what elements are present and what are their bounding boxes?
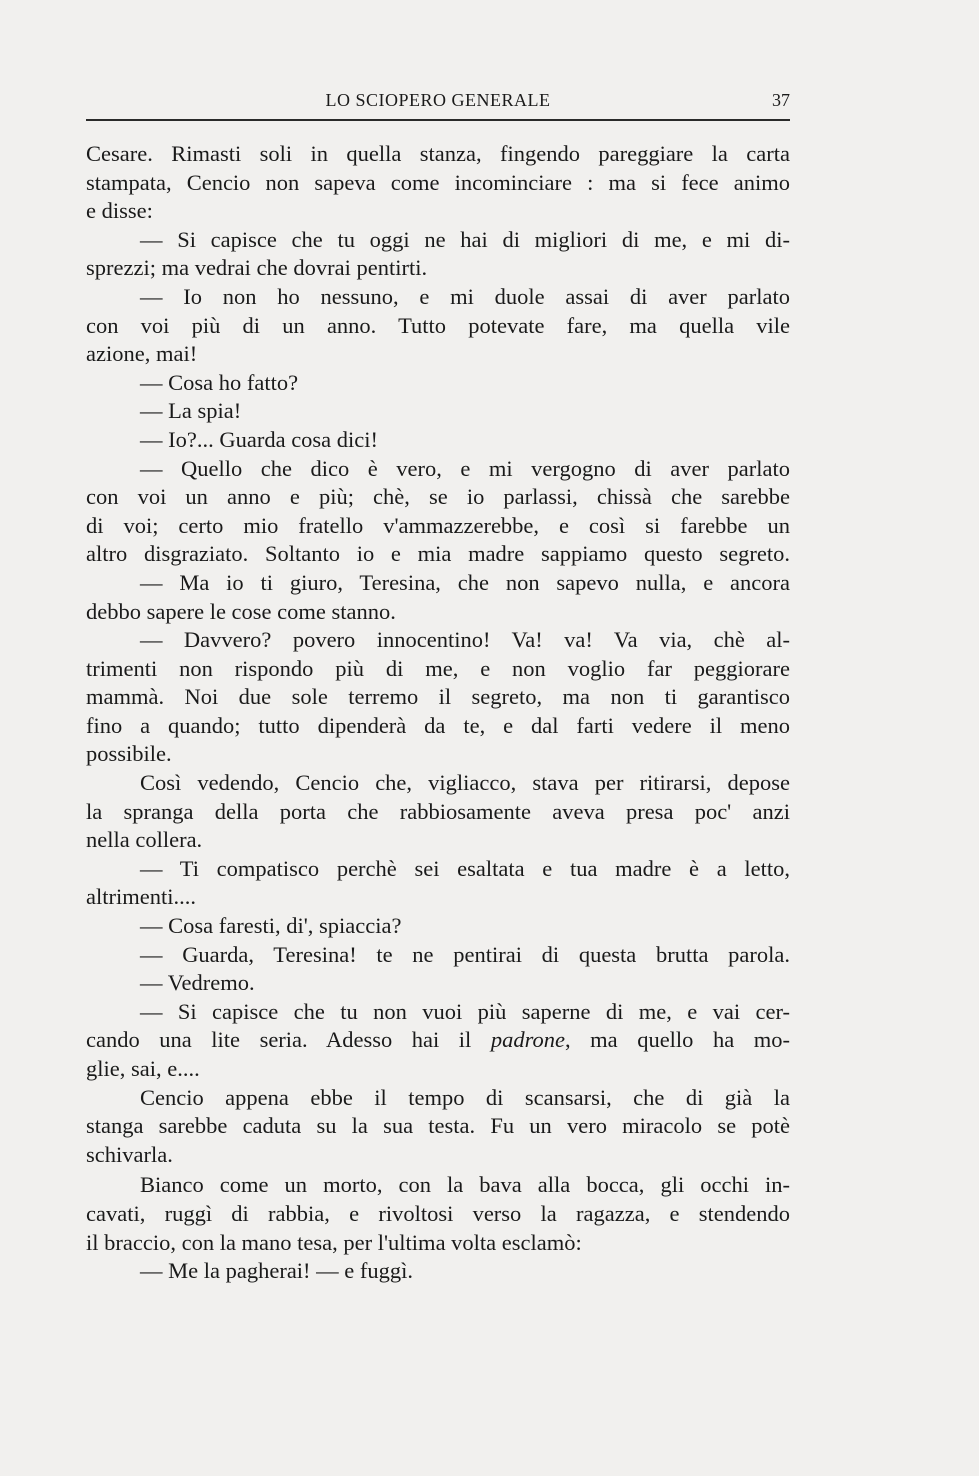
text-line: altrimenti....	[86, 884, 196, 910]
text-line: Cesare. Rimasti soli in quella stanza, fingendo pareggiare la carta	[86, 141, 790, 166]
text-line: di voi; certo mio fratello v'ammazzerebbe, e così si farebbe un	[86, 512, 790, 538]
text-line: — Cosa faresti, di', spiaccia?	[140, 913, 402, 939]
text-line: glie, sai, e....	[86, 1056, 200, 1081]
text-line: — Me la pagherai! — e fuggì.	[140, 1258, 414, 1284]
text-line: stampata, Cencio non sapeva come incominciare : ma si fece animo	[86, 169, 790, 195]
text-line: — Si capisce che tu non vuoi più saperne di me, e vai cer-	[140, 998, 790, 1024]
text-line: fino a quando; tutto dipenderà da te, e dal farti vedere il meno	[86, 712, 790, 738]
header-rule	[86, 119, 790, 121]
text-line: — Io non ho nessuno, e mi duole assai di aver parlato	[140, 283, 790, 309]
text-line: — La spia!	[140, 398, 242, 424]
text-line: cavati, ruggì di rabbia, e rivoltosi verso la ragazza, e stendendo	[86, 1200, 790, 1226]
page-number: 37	[772, 90, 790, 110]
text-line: il braccio, con la mano tesa, per l'ultima volta esclamò:	[86, 1229, 582, 1255]
text-line: altro disgraziato. Soltanto io e mia madre sappiamo questo segreto.	[86, 541, 790, 567]
text-line: — Ti compatisco perchè sei esaltata e tua madre è a letto,	[140, 855, 790, 881]
text-line: stanga sarebbe caduta su la sua testa. Fu un vero miracolo se potè	[86, 1113, 790, 1139]
text-line: con voi un anno e più; chè, se io parlassi, chissà che sarebbe	[86, 484, 790, 510]
text-line: — Vedremo.	[140, 970, 255, 996]
text-segment: cando una lite seria. Adesso hai il	[86, 1027, 491, 1053]
text-line: — Io?... Guarda cosa dici!	[140, 426, 379, 452]
running-title: LO SCIOPERO GENERALE	[325, 90, 551, 110]
text-line: — Davvero? povero innocentino! Va! va! Va via, chè al-	[140, 627, 790, 653]
text-line: mammà. Noi due sole terremo il segreto, ma non ti garantisco	[86, 684, 790, 710]
text-line: la spranga della porta che rabbiosamente aveva presa poc' anzi	[86, 798, 790, 824]
italic-word: padrone	[490, 1027, 565, 1053]
text-line: Bianco come un morto, con la bava alla bocca, gli occhi in-	[140, 1172, 790, 1198]
text-line: debbo sapere le cose come stanno.	[86, 598, 396, 624]
text-line: Così vedendo, Cencio che, vigliacco, stava per ritirarsi, depose	[140, 770, 790, 796]
text-line: possibile.	[86, 741, 172, 767]
text-segment: , ma quello ha mo-	[565, 1027, 790, 1053]
text-line: sprezzi; ma vedrai che dovrai pentirti.	[86, 255, 428, 281]
text-line: — Quello che dico è vero, e mi vergogno di aver parlato	[140, 455, 790, 481]
text-line	[86, 1026, 790, 1055]
text-line: — Cosa ho fatto?	[140, 369, 299, 395]
text-line: Cencio appena ebbe il tempo di scansarsi, che di già la	[140, 1084, 790, 1110]
text-line: schivarla.	[86, 1141, 173, 1167]
body-text	[86, 140, 790, 1286]
running-head	[86, 82, 790, 122]
text-line: azione, mai!	[86, 341, 198, 367]
text-line: — Guarda, Teresina! te ne pentirai di questa brutta parola.	[140, 941, 790, 967]
text-line: e disse:	[86, 198, 153, 224]
text-line: con voi più di un anno. Tutto potevate fare, ma quella vile	[86, 312, 790, 338]
text-line: — Ma io ti giuro, Teresina, che non sapevo nulla, e ancora	[140, 569, 790, 595]
text-line: nella collera.	[86, 827, 203, 853]
text-line: — Si capisce che tu oggi ne hai di migliori di me, e mi di-	[140, 226, 790, 252]
text-line: trimenti non rispondo più di me, e non voglio far peggiorare	[86, 655, 790, 681]
